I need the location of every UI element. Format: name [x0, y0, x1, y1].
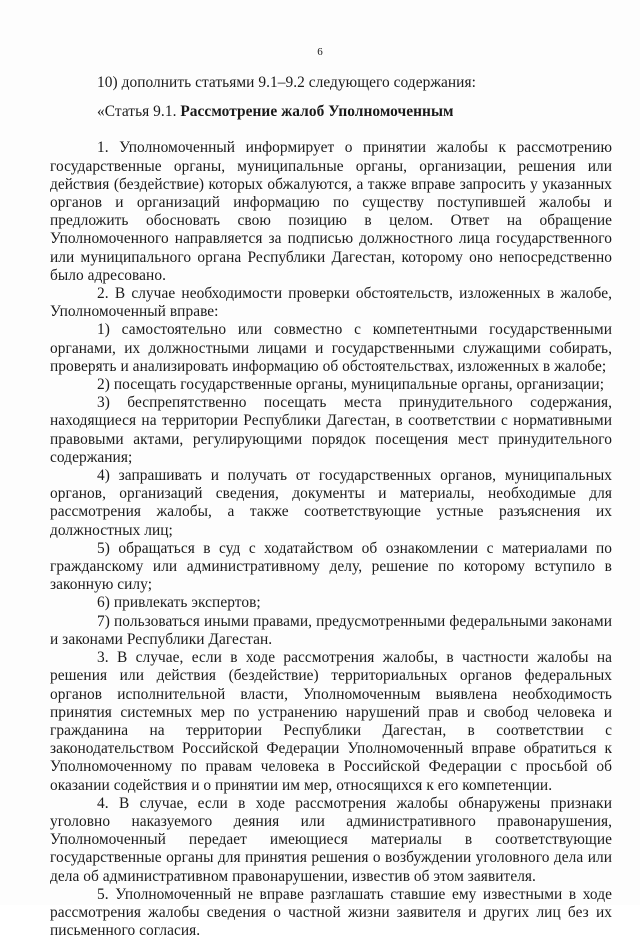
document-body [50, 68, 612, 940]
list-item: 6) привлекать экспертов; [97, 594, 261, 612]
list-item: 4) запрашивать и получать от государственных органов, муниципальных органов, организаций сведения, документы и материалы, необходимые для рассмотрения жалобы, а также соответствующие устные разъяснения их должностных лиц; [50, 467, 612, 539]
article-prefix: «Статья 9.1. [97, 103, 181, 121]
article-heading [50, 103, 612, 121]
list-item: 7) пользоваться иными правами, предусмотренными федеральными законами и законами Республики Дагестан. [50, 612, 612, 648]
paragraph: 4. В случае, если в ходе рассмотрения жалобы обнаружены признаки уголовно наказуемого деяния или административного правонарушения, Уполномоченный передает имеющиеся материалы в соответствующие государственные органы для принятия решения о возбуждении уголовного дела или дела об административном правонарушении, известив об этом заявителя. [50, 794, 612, 885]
paragraph: 1. Уполномоченный информирует о принятии жалобы к рассмотрению государственные органы, муниципальные органы, организации, решения или действия (бездействие) которых обжалуются, а также вправе запросить у указанных органов и организаций информацию по существу поступившей жалобы и предложить обосновать свою позицию в целом. Ответ на обращение Уполномоченного направляется за подписью должностного лица государственного или муниципального органа Республики Дагестан, которому оно непосредственно было адресовано. [50, 139, 612, 284]
list-item: 5) обращаться в суд с ходатайством об ознакомлении с материалами по гражданскому или административному делу, решение по которому вступило в законную силу; [50, 539, 612, 594]
page-number: 6 [317, 46, 323, 58]
paragraph: 2. В случае необходимости проверки обстоятельств, изложенных в жалобе, Уполномоченный вправе: [50, 285, 612, 321]
list-item: 1) самостоятельно или совместно с компетентными государственными органами, их должностными лицами и государственными служащими собирать, проверять и анализировать информацию об обстоятельствах, изложенных в жалобе; [50, 321, 612, 375]
paragraph: 3. В случае, если в ходе рассмотрения жалобы, в частности жалобы на решения или действия (бездействие) территориальных органов федеральных органов исполнительной власти, Уполномоченным выявлена необходимость принятия системных мер по устранению нарушений прав и свобод человека и гражданина на территории Республики Дагестан, в соответствии с законодательством Российской Федерации Уполномоченный вправе обратиться к Уполномоченному по правам человека в Российской Федерации с просьбой об оказании содействия и о принятии им мер, относящихся к его компетенции. [50, 649, 612, 794]
list-item: 3) беспрепятственно посещать места принудительного содержания, находящиеся на территории Республики Дагестан, в соответствии с нормативными правовыми актами, регулирующими порядок посещения мест принудительного содержания; [50, 394, 612, 466]
article-title: Рассмотрение жалоб Уполномоченным [180, 103, 454, 121]
list-item: 2) посещать государственные органы, муниципальные органы, организации; [97, 376, 605, 394]
intro-line: 10) дополнить статьями 9.1–9.2 следующего содержания: [97, 74, 476, 91]
paragraph: 5. Уполномоченный не вправе разглашать ставшие ему известными в ходе рассмотрения жалобы сведения о частной жизни заявителя и других лиц без их письменного согласия. [50, 885, 612, 940]
